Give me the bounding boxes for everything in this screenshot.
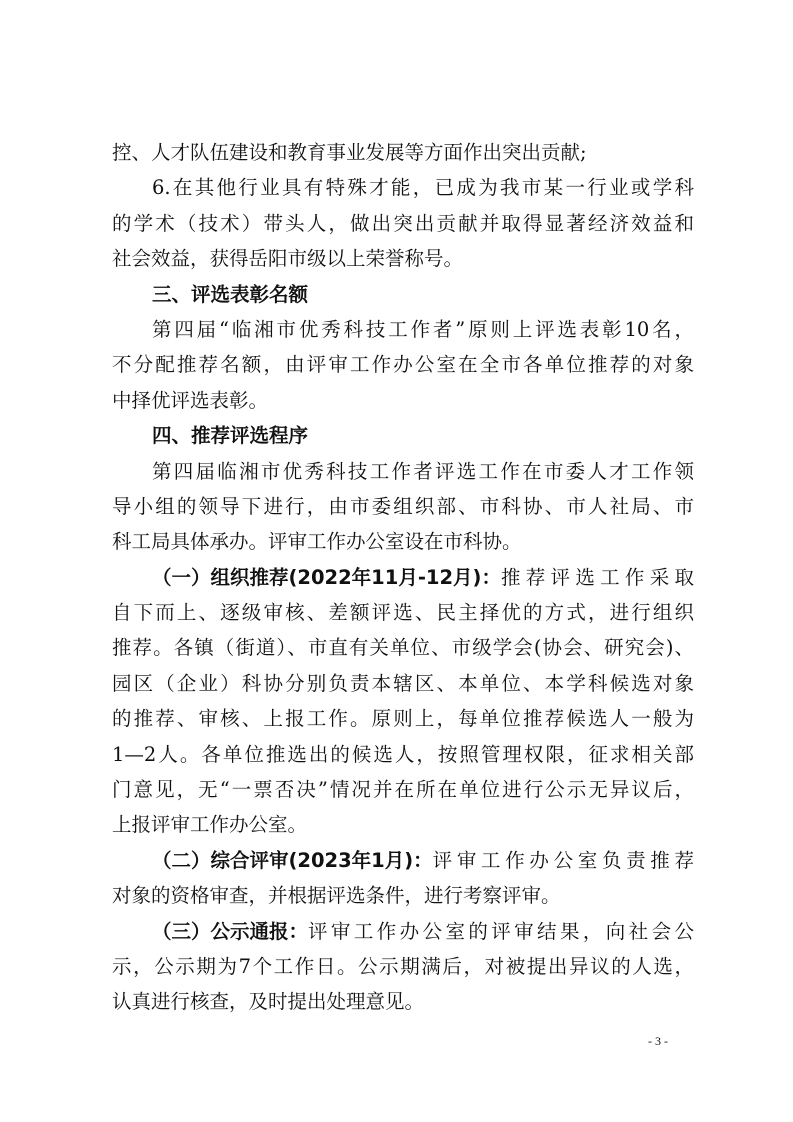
line-text: 园区（企业）科协分别负责本辖区、本单位、本学科候选对象 xyxy=(112,671,694,695)
text-line xyxy=(112,878,694,913)
text-line xyxy=(112,630,694,665)
bold-lead: （二）综合评审(2023年1月)： xyxy=(152,848,433,872)
text-line xyxy=(112,560,694,595)
line-text: 不分配推荐名额，由评审工作办公室在全市各单位推荐的对象 xyxy=(112,353,694,377)
text-line xyxy=(112,524,694,559)
text-line xyxy=(112,666,694,701)
text-line xyxy=(112,984,694,1019)
bold-lead: （三）公示通报： xyxy=(152,919,309,943)
line-text: 评审工作办公室负责推荐 xyxy=(432,848,694,872)
text-line xyxy=(112,701,694,736)
line-text: 科工局具体承办。评审工作办公室设在市科协。 xyxy=(112,530,522,554)
bold-lead: 四、推荐评选程序 xyxy=(152,424,309,448)
text-line xyxy=(112,170,694,205)
line-text: 门意见，无“一票否决”情况并在所在单位进行公示无异议后， xyxy=(112,778,694,802)
line-text: 的学术（技术）带头人，做出突出贡献并取得显著经济效益和 xyxy=(112,211,694,235)
bold-lead: 三、评选表彰名额 xyxy=(152,282,309,306)
section-heading xyxy=(112,277,694,312)
text-line xyxy=(112,737,694,772)
text-line xyxy=(112,772,694,807)
line-text: 6.在其他行业具有特殊才能，已成为我市某一行业或学科 xyxy=(152,176,694,200)
line-text: 评审工作办公室的评审结果，向社会公 xyxy=(308,919,694,943)
line-text: 自下而上、逐级审核、差额评选、民主择优的方式，进行组织 xyxy=(112,601,694,625)
line-text: 第四届“临湘市优秀科技工作者”原则上评选表彰10名， xyxy=(152,317,694,341)
text-line xyxy=(112,843,694,878)
text-line xyxy=(112,383,694,418)
text-line xyxy=(112,807,694,842)
line-text: 认真进行核查，及时提出处理意见。 xyxy=(112,990,425,1014)
line-text: 控、人才队伍建设和教育事业发展等方面作出突出贡献; xyxy=(112,141,587,164)
line-text: 上报评审工作办公室。 xyxy=(112,813,308,837)
page-number: - 3 - xyxy=(648,1034,668,1048)
text-line xyxy=(112,914,694,949)
line-text: 1—2人。各单位推选出的候选人，按照管理权限，征求相关部 xyxy=(112,742,694,766)
line-text: 推荐。各镇（街道）、市直有关单位、市级学会(协会、研究会)、 xyxy=(112,636,694,660)
bold-lead: （一）组织推荐(2022年11月-12月)： xyxy=(152,565,501,589)
text-line xyxy=(112,347,694,382)
document-body xyxy=(112,135,694,1020)
text-line xyxy=(112,206,694,241)
text-line xyxy=(112,312,694,347)
text-line xyxy=(112,135,694,170)
line-text: 推荐评选工作采取 xyxy=(500,565,694,589)
section-heading xyxy=(112,418,694,453)
line-text: 的推荐、审核、上报工作。原则上，每单位推荐候选人一般为 xyxy=(112,707,694,731)
text-line xyxy=(112,949,694,984)
text-line xyxy=(112,489,694,524)
line-text: 社会效益，获得岳阳市级以上荣誉称号。 xyxy=(112,247,464,271)
line-text: 导小组的领导下进行，由市委组织部、市科协、市人社局、市 xyxy=(112,494,694,518)
text-line xyxy=(112,241,694,276)
text-line xyxy=(112,454,694,489)
line-text: 示，公示期为7个工作日。公示期满后，对被提出异议的人选， xyxy=(112,954,694,978)
line-text: 对象的资格审查，并根据评选条件，进行考察评审。 xyxy=(112,884,561,908)
line-text: 第四届临湘市优秀科技工作者评选工作在市委人才工作领 xyxy=(152,459,694,483)
line-text: 中择优评选表彰。 xyxy=(112,388,269,412)
text-line xyxy=(112,595,694,630)
